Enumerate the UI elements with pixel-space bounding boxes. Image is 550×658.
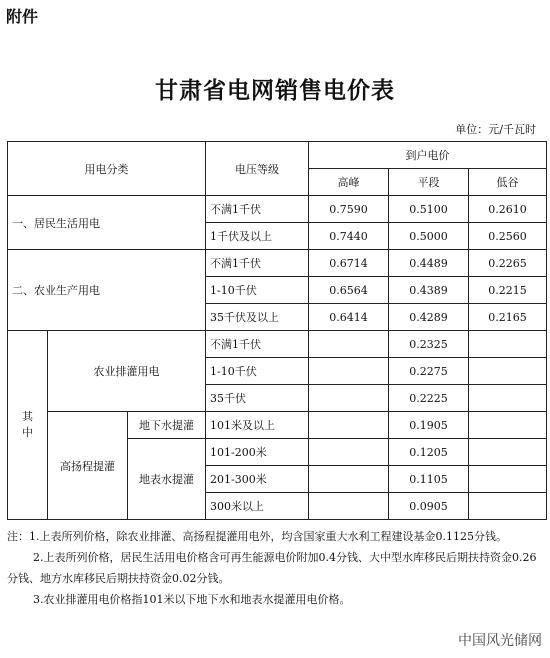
price-valley-empty [469,385,547,412]
price-table [7,141,547,520]
price-peak-empty [309,493,389,520]
category-groundwater: 地下水提灌 [128,412,206,439]
voltage-cell: 1-10千伏 [206,358,309,385]
table-row [8,331,547,358]
price-flat: 0.1205 [389,439,469,466]
unit-label: 单位：元/千瓦时 [455,123,536,136]
header-row [8,142,547,169]
table-row [8,250,547,277]
price-peak: 0.6414 [309,304,389,331]
voltage-cell: 35千伏及以上 [206,304,309,331]
price-valley: 0.2165 [469,304,547,331]
header-flat: 平段 [389,169,469,196]
price-flat: 0.2325 [389,331,469,358]
voltage-cell: 不满1千伏 [206,250,309,277]
price-flat: 0.1905 [389,412,469,439]
price-peak: 0.7440 [309,223,389,250]
table-row [8,196,547,223]
price-peak: 0.7590 [309,196,389,223]
price-peak-empty [309,331,389,358]
price-flat: 0.4289 [389,304,469,331]
note-3: 3.农业排灌用电价格指101米以下地下水和地表水提灌用电价格。 [33,593,351,606]
voltage-cell: 不满1千伏 [206,196,309,223]
table-row [8,412,547,439]
price-valley-empty [469,466,547,493]
price-valley: 0.2215 [469,277,547,304]
price-valley: 0.2560 [469,223,547,250]
among-label: 其中 [8,331,48,520]
attachment-label: 附件 [6,7,39,26]
category-surface: 地表水提灌 [128,439,206,520]
price-flat: 0.5000 [389,223,469,250]
category-high-lift: 高扬程提灌 [48,412,128,520]
price-valley: 0.2265 [469,250,547,277]
price-flat: 0.2225 [389,385,469,412]
price-valley-empty [469,331,547,358]
price-flat: 0.4489 [389,250,469,277]
price-valley: 0.2610 [469,196,547,223]
voltage-cell: 101米及以上 [206,412,309,439]
voltage-cell: 35千伏 [206,385,309,412]
price-flat: 0.5100 [389,196,469,223]
price-valley-empty [469,412,547,439]
price-peak-empty [309,412,389,439]
price-valley-empty [469,439,547,466]
voltage-cell: 300米以上 [206,493,309,520]
price-peak-empty [309,466,389,493]
price-peak: 0.6564 [309,277,389,304]
price-peak: 0.6714 [309,250,389,277]
note-1: 注：1.上表所列价格，除农业排灌、高扬程提灌用电外，均含国家重大水利工程建设基金0.1125分钱。 [7,530,507,543]
price-flat: 0.0905 [389,493,469,520]
category-irrigation: 农业排灌用电 [48,331,206,412]
price-valley-empty [469,358,547,385]
header-voltage: 电压等级 [206,142,309,196]
notes [7,526,537,610]
voltage-cell: 1-10千伏 [206,277,309,304]
price-flat: 0.4389 [389,277,469,304]
price-peak-empty [309,358,389,385]
price-valley-empty [469,493,547,520]
voltage-cell: 不满1千伏 [206,331,309,358]
price-peak-empty [309,439,389,466]
header-peak: 高峰 [309,169,389,196]
voltage-cell: 201-300米 [206,466,309,493]
category-agricultural: 二、农业生产用电 [8,250,206,331]
header-price: 到户电价 [309,142,547,169]
price-flat: 0.2275 [389,358,469,385]
voltage-cell: 1千伏及以上 [206,223,309,250]
header-category: 用电分类 [8,142,206,196]
note-2: 2.上表所列价格，居民生活用电价格含可再生能源电价附加0.4分钱、大中型水库移民后期扶持资金0.26分钱、地方水库移民后期扶持资金0.02分钱。 [7,551,537,585]
page-title: 甘肃省电网销售电价表 [155,77,395,104]
voltage-cell: 101-200米 [206,439,309,466]
price-flat: 0.1105 [389,466,469,493]
watermark: 中国风光储网 [458,633,542,649]
category-residential: 一、居民生活用电 [8,196,206,250]
header-valley: 低谷 [469,169,547,196]
price-peak-empty [309,385,389,412]
